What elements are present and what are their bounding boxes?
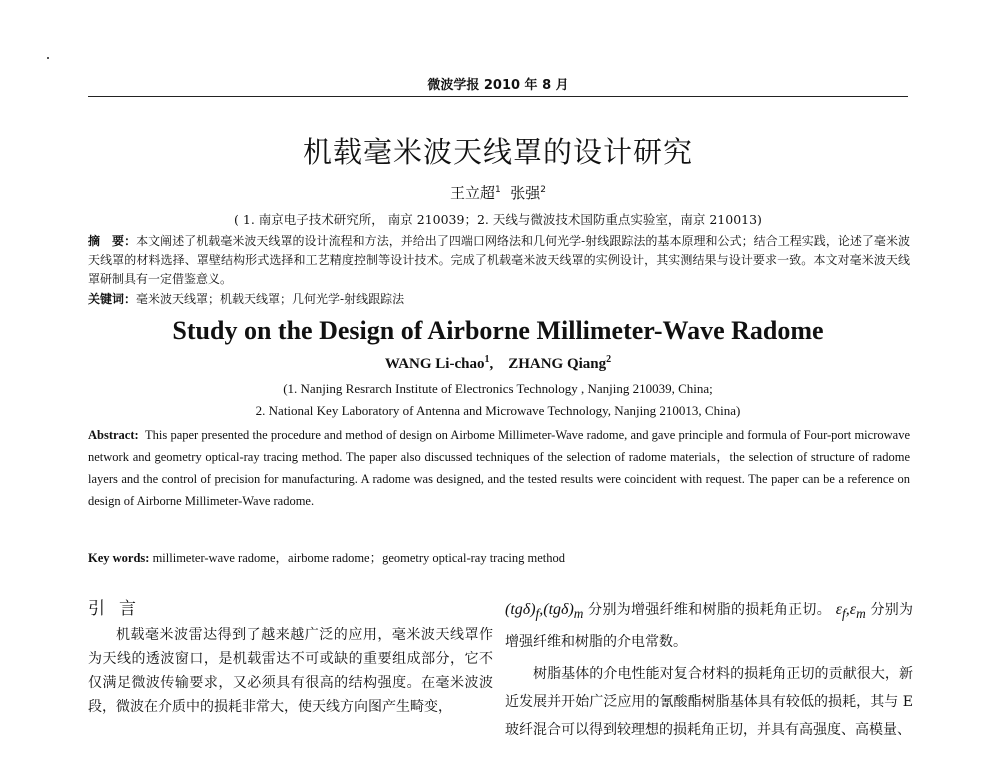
english-abstract-text: This paper presented the procedure and method of design on Airbome Millimeter-Wave radome, and gave principle and formula of Four-port microwave network and geometry optical-ray tracing method. The paper also discussed techniques of the selection of radome materials，the selection of structure of radome layers and the control of precision for manufacturing. A radome was designed, and the tested results were coincident with request. The paper can be a reference on design of Airborne Millimeter-Wave radome. — [88, 428, 910, 508]
chinese-keywords-label: 关键词： — [88, 292, 137, 306]
formula-separator: , — [539, 601, 544, 618]
formula-fiber-permittivity: $\varepsilon_f$ — [835, 601, 846, 622]
english-affiliation-1: (1. Nanjing Resrarch Institute of Electronics Technology , Nanjing 210039, China; — [283, 381, 713, 396]
formula-resin-permittivity: $\varepsilon_m$ — [849, 601, 866, 622]
english-author-1: WANG Li-chao — [384, 356, 485, 372]
right-column — [505, 596, 913, 744]
loss-tangent-text: 分别为增强纤维和树脂的损耗角正切。 — [588, 602, 831, 618]
chinese-author-1-affil-mark: 1 — [494, 185, 501, 195]
chinese-author-1: 王立超 — [449, 184, 495, 202]
english-author-2-affil-mark: 2 — [606, 354, 612, 365]
formula-resin-loss-tangent: $(tg\delta)_m$ — [543, 601, 584, 622]
chinese-abstract-text: 本文阐述了机载毫米波天线罩的设计流程和方法，并给出了四端口网络法和几何光学-射线跟踪法的基本原理和公式；结合工程实践，论述了毫米波天线罩的材料选择、罩壁结构形式选择和工艺精度控制等设计技术。完成了机载毫米波天线罩的实例设计，其实测结果与设计要求一致。本文对毫米波天线罩研制具有一定借鉴意义。 — [88, 234, 910, 286]
english-authors — [88, 354, 908, 373]
chinese-abstract — [88, 232, 910, 289]
loss-tangent-definition — [505, 596, 913, 656]
section-heading-introduction: 引言 — [88, 599, 150, 619]
english-author-1-affil-mark: 1 — [484, 354, 490, 365]
english-author-2: ZHANG Qiang — [508, 356, 607, 372]
chinese-affiliation: ( 1. 南京电子技术研究所， 南京 210039；2. 天线与微波技术国防重点实验室，南京 210013) — [234, 212, 762, 227]
intro-paragraph-1: 机载毫米波雷达得到了越来越广泛的应用，毫米波天线罩作为天线的透波窗口，是机载雷达不可或缺的重要组成部分，它不仅满足微波传输要求，又必须具有很高的结构强度。在毫米波波段，微波在介质中的损耗非常大，使天线方向图产生畸变， — [88, 627, 493, 715]
english-author-separator: , — [489, 356, 494, 372]
english-title: Study on the Design of Airborne Millimeter-Wave Radome — [172, 316, 824, 345]
english-keywords — [88, 548, 910, 566]
header-rule — [88, 96, 908, 97]
english-abstract-label: Abstract: — [88, 428, 139, 442]
formula-separator-2: , — [845, 601, 850, 618]
chinese-abstract-label: 摘 要： — [88, 234, 137, 248]
chinese-author-2-affil-mark: 2 — [540, 185, 547, 195]
chinese-authors — [88, 182, 908, 203]
chinese-author-2: 张强 — [510, 184, 541, 202]
stray-dot-mark — [47, 57, 49, 59]
english-keywords-text: millimeter-wave radome，airbome radome；geometry optical-ray tracing method — [152, 551, 566, 565]
chinese-keywords-text: 毫米波天线罩；机载天线罩；几何光学-射线跟踪法 — [136, 292, 405, 306]
formula-fiber-loss-tangent: $(tg\delta)_f$ — [505, 601, 540, 622]
chinese-title: 机载毫米波天线罩的设计研究 — [302, 135, 693, 169]
running-head: 微波学报 2010 年 8 月 — [427, 78, 569, 93]
right-paragraph-2: 树脂基体的介电性能对复合材料的损耗角正切的贡献很大，新近发展并开始广泛应用的氰酸酯树脂基体具有较低的损耗，其与 E 玻纤混合可以得到较理想的损耗角正切，并具有高强度、高模量、 — [505, 666, 913, 739]
chinese-keywords — [88, 290, 910, 309]
english-keywords-label: Key words: — [88, 551, 150, 565]
english-abstract — [88, 424, 910, 512]
english-affiliation-2: 2. National Key Laboratory of Antenna and Microwave Technology, Nanjing 210013, China) — [255, 403, 741, 418]
permittivity-text: 分别为增强纤维和树脂的介电常数。 — [505, 602, 914, 651]
